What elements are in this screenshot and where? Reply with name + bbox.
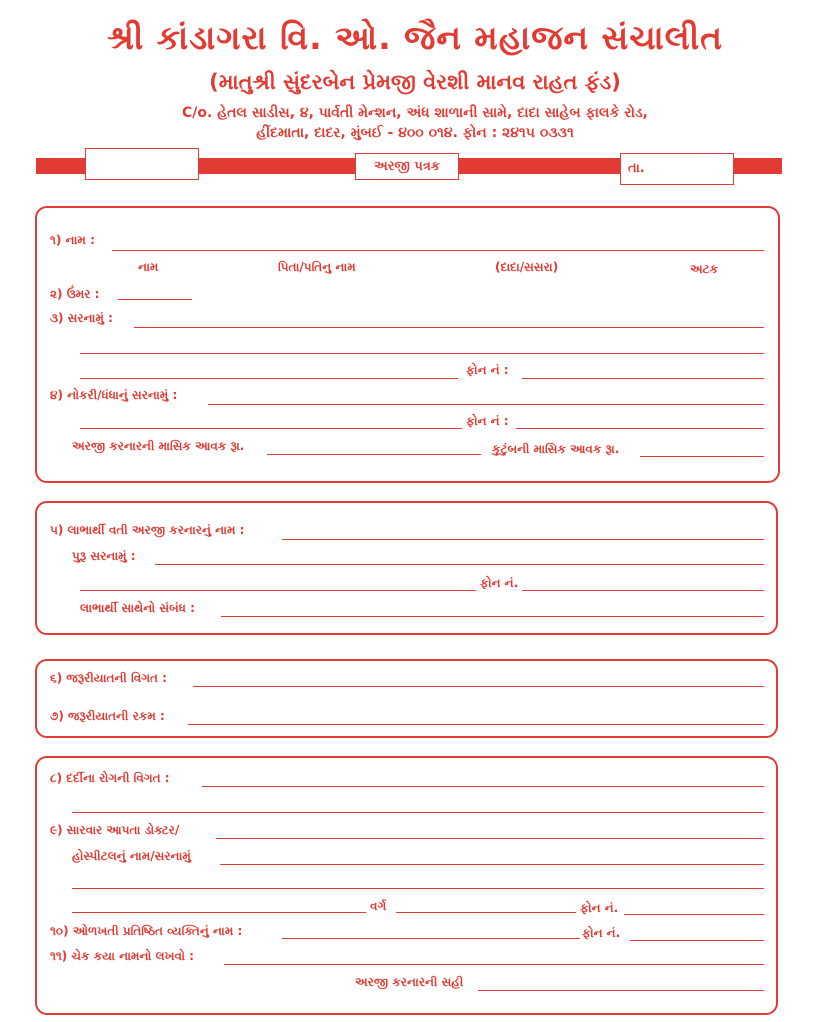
full-address-field-line-1[interactable]: [155, 564, 764, 565]
name-label: ૧) નામ :: [50, 233, 95, 247]
need-amount-field[interactable]: [188, 724, 764, 725]
need-details-label: ૬) જરૂરીયાતની વિગત :: [50, 671, 167, 685]
hospital-phone-field[interactable]: [624, 914, 764, 915]
reference-phone-field[interactable]: [630, 940, 764, 941]
full-address-label: પુરૂ સરનામું :: [72, 549, 136, 563]
reference-person-field[interactable]: [282, 938, 580, 939]
beneficiary-applicant-name-label: ૫) લાભાર્થી વતી અરજી કરનારનું નામ :: [50, 523, 245, 537]
age-field[interactable]: [118, 299, 192, 300]
name-field[interactable]: [112, 250, 764, 251]
relation-label: લાભાર્થી સાથેનો સંબંધ :: [80, 601, 195, 615]
address-phone-label: ફોન નં :: [466, 363, 509, 377]
signature-field[interactable]: [478, 990, 764, 991]
reference-person-label: ૧૦) ઓળખતી પ્રતિષ્ઠિત વ્યક્તિનું નામ :: [50, 924, 243, 938]
form-name-label: અરજી પત્રક: [355, 153, 459, 180]
ward-class-field[interactable]: [396, 912, 576, 913]
hospital-field-line-3[interactable]: [72, 912, 366, 913]
reference-phone-label: ફોન નં.: [582, 926, 621, 940]
family-income-label: કુટુંબની માસિક આવક રૂા.: [492, 442, 620, 456]
date-box[interactable]: [620, 153, 734, 185]
hospital-field-line-1[interactable]: [220, 864, 764, 865]
family-income-field[interactable]: [640, 456, 764, 457]
age-label: ૨) ઉંમર :: [50, 287, 100, 301]
cheque-name-label: ૧૧) ચેક કયા નામનો લખવો :: [50, 949, 194, 963]
work-address-field-line-1[interactable]: [208, 404, 764, 405]
date-label: તા.: [628, 161, 645, 176]
doctor-label: ૯) સારવાર આપતા ડોક્ટર/: [50, 823, 180, 837]
hospital-phone-label: ફોન નં.: [580, 901, 619, 915]
address-field-line-1[interactable]: [134, 327, 764, 328]
work-phone-label: ફોન નં :: [466, 414, 509, 428]
signature-label: અરજી કરનારની સહી: [355, 975, 464, 989]
disease-details-label: ૮) દર્દીના રોગની વિગત :: [50, 771, 170, 785]
first-name-caption: નામ: [138, 260, 159, 274]
address-field-line-2[interactable]: [80, 353, 764, 354]
section2-phone-label: ફોન નં.: [480, 576, 519, 590]
hospital-field-line-2[interactable]: [72, 888, 764, 889]
cheque-name-field[interactable]: [224, 964, 764, 965]
need-details-field[interactable]: [193, 686, 764, 687]
hospital-label: હોસ્પીટલનું નામ/સરનામું: [72, 849, 191, 863]
fund-subtitle: (માતુશ્રી સુંદરબેન પ્રેમજી વેરશી માનવ રાહત ફંડ): [209, 70, 621, 94]
form-number-box[interactable]: [85, 148, 199, 180]
applicant-income-field[interactable]: [267, 454, 481, 455]
address-field-line-3[interactable]: [80, 378, 458, 379]
need-amount-label: ૭) જરૂરીયાતની રકમ :: [50, 709, 165, 723]
beneficiary-applicant-name-field[interactable]: [282, 539, 764, 540]
address-line-1: C/o. હેતલ સાડીસ, ૪, પાર્વતી મેન્શન, અંધ શાળાની સામે, દાદા સાહેબ ફાલકે રોડ,: [182, 105, 648, 121]
full-address-field-line-2[interactable]: [80, 590, 476, 591]
work-phone-field[interactable]: [516, 428, 764, 429]
ward-class-label: વર્ગ: [370, 899, 387, 913]
section2-phone-field[interactable]: [522, 590, 764, 591]
address-line-2: હીંદમાતા, દાદર, મુંબઈ - ૪૦૦ ૦૧૪. ફોન : ૨૪૧૫ ૦૩૩૧: [256, 125, 574, 141]
organization-title: શ્રી કાંડાગરા વિ. ઓ. જૈન મહાજન સંચાલીત: [106, 18, 724, 57]
address-label: ૩) સરનામું :: [50, 311, 113, 325]
surname-caption: અટક: [690, 262, 719, 276]
relation-field[interactable]: [221, 616, 764, 617]
disease-details-field-line-2[interactable]: [72, 812, 764, 813]
grandfather-fatherinlaw-caption: (દાદા/સસરા): [495, 260, 559, 274]
address-phone-field[interactable]: [522, 378, 764, 379]
disease-details-field-line-1[interactable]: [202, 786, 764, 787]
doctor-field[interactable]: [216, 838, 764, 839]
father-husband-name-caption: પિતા/પતિનુ નામ: [278, 260, 356, 274]
work-address-field-line-2[interactable]: [80, 428, 462, 429]
applicant-income-label: અરજી કરનારની માસિક આવક રૂા.: [72, 439, 245, 453]
work-address-label: ૪) નોકરી/ધંધાનું સરનામું :: [50, 388, 178, 402]
